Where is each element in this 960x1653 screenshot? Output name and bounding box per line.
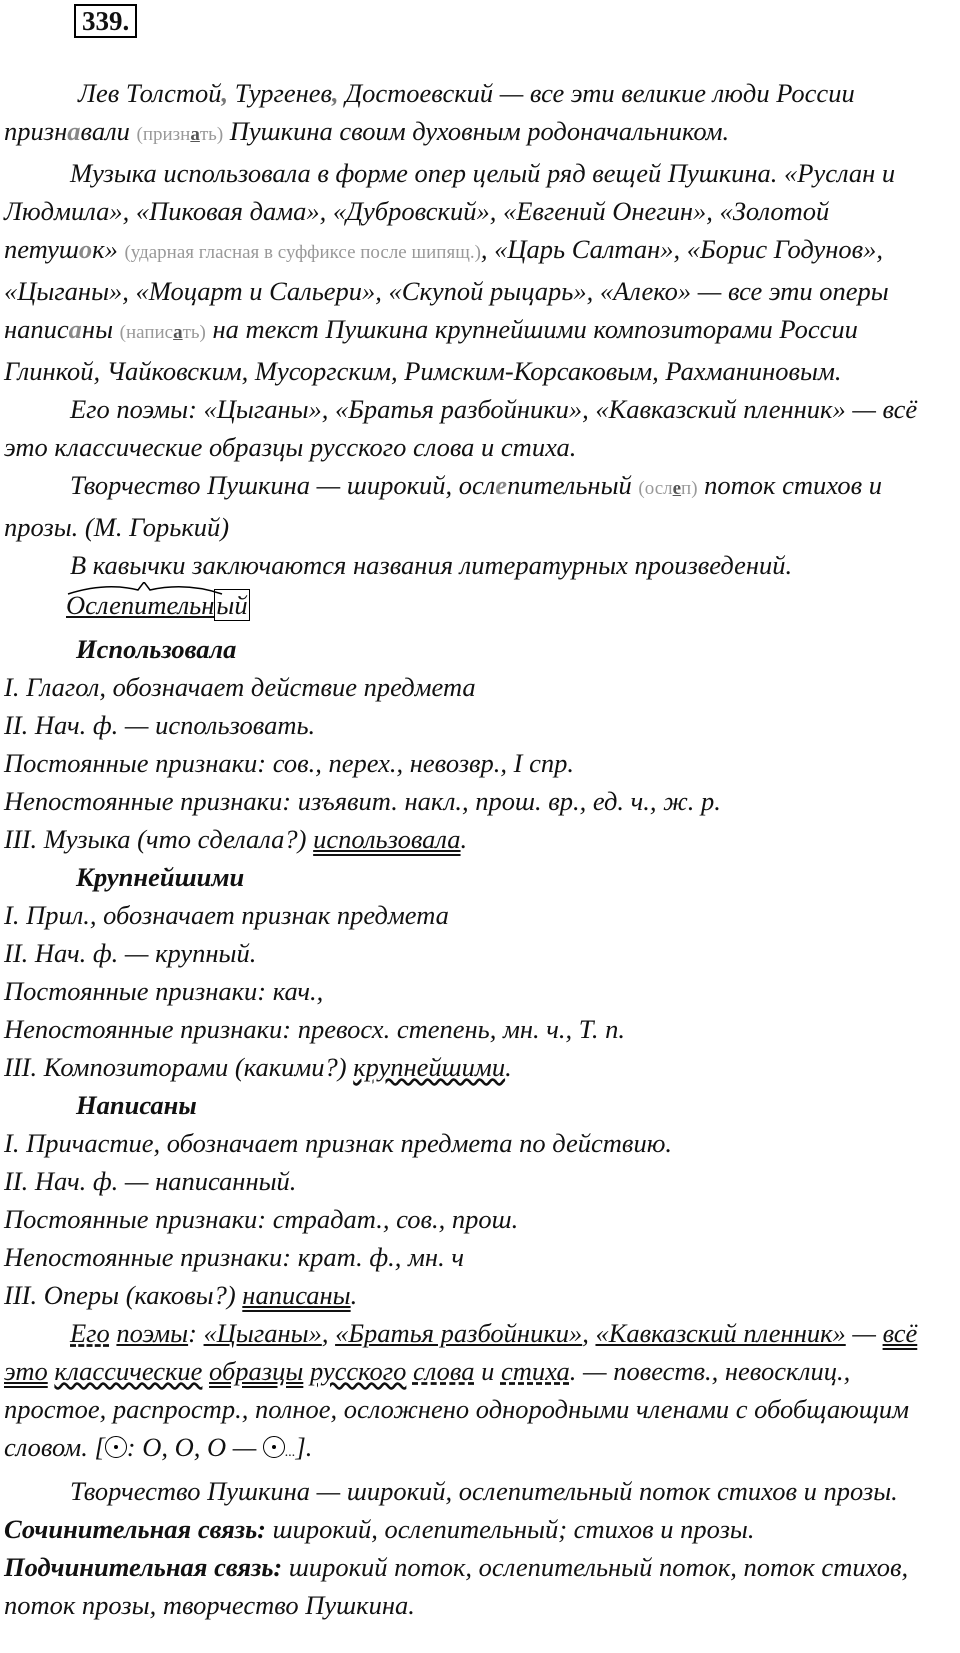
morph-word <box>66 586 250 624</box>
circle-dot-icon <box>263 1436 285 1458</box>
analysis-line: III. Композиторами (какими?) крупнейшими. <box>4 1052 512 1082</box>
analysis-line: Постоянные признаки: страдат., сов., прош. <box>4 1204 519 1234</box>
analysis-line: I. Причастие, обозначает признак предмета по действию. <box>4 1128 672 1158</box>
final-podchin: Подчинительная связь: широкий поток, ослепительный поток, поток стихов, поток прозы, творчество Пушкина. <box>4 1552 909 1620</box>
paragraph-3: Его поэмы: «Цыганы», «Братья разбойники», «Кавказский пленник» — всё это классические образцы русского слова и стиха. <box>4 394 918 462</box>
text: Достоевский — все эти великие люди России призн <box>4 78 855 146</box>
analysis-line: Непостоянные признаки: крат. ф., мн. ч <box>4 1242 464 1272</box>
analysis-line: Постоянные признаки: кач., <box>4 976 324 1006</box>
hint: (ударная гласная в суффиксе после шипящ.) <box>124 242 481 263</box>
analysis-line: Непостоянные признаки: превосх. степень, мн. ч., Т. п. <box>4 1014 625 1044</box>
analysis-line: Постоянные признаки: сов., перех., невозвр., I спр. <box>4 748 575 778</box>
paragraph-2 <box>4 154 934 390</box>
analysis-line: II. Нач. ф. — использовать. <box>4 710 316 740</box>
circle-dot-icon <box>105 1436 127 1458</box>
text: , «Царь Салтан», «Борис Годунов», «Цыганы», «Моцарт и Сальери», «Скупой рыцарь», «Алеко» — все эти оперы напис <box>4 234 889 344</box>
analysis-line: III. Оперы (каковы?) написаны. <box>4 1280 358 1310</box>
text: Музыка использовала в форме опер целый ряд вещей Пушкина. <box>70 158 778 188</box>
exercise-number: 339. <box>74 4 137 38</box>
accent-vowel: е <box>495 470 508 500</box>
paragraph-1: Лев Толстой, Тургенев, Достоевский — все эти великие люди России признавали (признать) Пушкина своим духовным родоначальником. <box>4 78 855 146</box>
accent-vowel: а <box>68 314 82 344</box>
paragraph-4 <box>4 466 934 546</box>
text: на текст Пушкина крупнейшими композиторами России Глинкой, Чайковским, Мусоргским, Римским-Корсаковым, Рахманиновым. <box>4 314 858 386</box>
analysis-title: Крупнейшими <box>76 862 245 892</box>
morph-ending: ый <box>216 590 248 620</box>
analysis-line: Непостоянные признаки: изъявит. накл., прош. вр., ед. ч., ж. р. <box>4 786 721 816</box>
hint: (признать) <box>136 124 224 145</box>
analysis-line: II. Нач. ф. — написанный. <box>4 1166 297 1196</box>
text: поток стихов и прозы. (М. Горький) <box>4 470 882 542</box>
page-content <box>4 74 934 1624</box>
hint: (ослеп) <box>638 478 698 499</box>
text: «Руслан и Людмила», «Пиковая дама», «Дубровский», «Евгений Онегин», «Золотой петуш <box>4 158 896 264</box>
final-paragraph: Творчество Пушкина — широкий, ослепительный поток стихов и прозы. Сочинительная связь: широкий, ослепительный; стихов и прозы. <box>4 1476 898 1544</box>
text: Пушкина своим духовным родоначальником. <box>229 116 730 146</box>
text: к» <box>92 234 118 264</box>
analysis-line: I. Глагол, обозначает действие предмета <box>4 672 476 702</box>
analysis-title: Использовала <box>76 634 237 664</box>
morphemic-parse <box>4 584 934 624</box>
hint: (написать) <box>119 322 206 343</box>
text: пительный <box>507 470 632 500</box>
analysis-line: I. Прил., обозначает признак предмета <box>4 900 449 930</box>
accent-vowel: а <box>67 116 81 146</box>
text: вали <box>80 116 130 146</box>
text: Творчество Пушкина — широкий, осл <box>70 470 496 500</box>
accent-vowel: о <box>78 234 93 264</box>
syntax-paragraph: Его поэмы: «Цыганы», «Братья разбойники», «Кавказский пленник» — всё это классические образцы русского слова и стиха. — повеств., невосклиц., простое, распростр., полное, осложнено однородными членами с обобщающим словом. [ : О, О, О — ...]. <box>4 1318 918 1462</box>
analysis-list <box>4 630 934 1314</box>
paragraph-5: В кавычки заключаются названия литературных произведений. <box>70 550 793 580</box>
text: ны <box>81 314 114 344</box>
analysis-title: Написаны <box>76 1090 197 1120</box>
text: Лев Толстой <box>78 78 222 108</box>
analysis-line: III. Музыка (что сделала?) использовала. <box>4 824 468 854</box>
analysis-line: II. Нач. ф. — крупный. <box>4 938 257 968</box>
root-arc-icon <box>66 582 226 596</box>
text: Тургенев <box>234 78 333 108</box>
morph-root: Ослепительн <box>66 590 215 620</box>
